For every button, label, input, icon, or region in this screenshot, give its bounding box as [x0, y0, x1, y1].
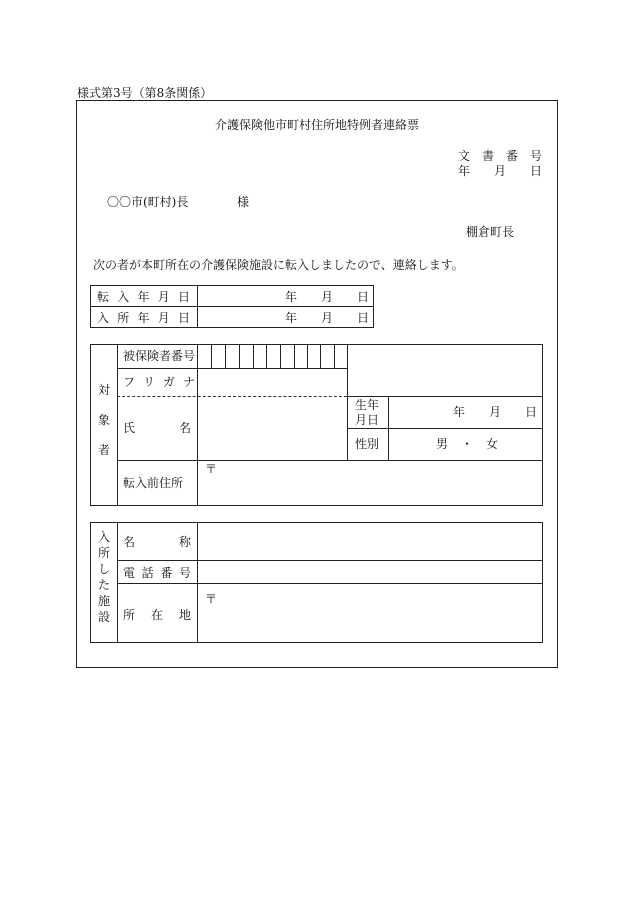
facility-section-label-char: 入	[97, 530, 110, 544]
facility-address-label-char: 所	[123, 608, 136, 622]
sex-label: 性別	[355, 437, 380, 451]
admission-day: 日	[357, 311, 370, 325]
subject-section-label-char: 象	[97, 413, 110, 427]
subject-section-label-char: 者	[97, 443, 110, 457]
birth-month: 月	[489, 405, 502, 419]
move-in-date-label-char: 日	[177, 290, 190, 304]
date-line: 年 月 日	[458, 164, 543, 178]
furigana-label-char: ガ	[162, 375, 175, 389]
furigana-label-char: フ	[123, 375, 136, 389]
facility-address-label	[123, 608, 191, 622]
birth-label-line1: 生年	[355, 398, 380, 412]
facility-section-label-char: た	[97, 578, 110, 592]
facility-phone-label-char: 番	[160, 566, 173, 580]
move-in-month: 月	[321, 290, 334, 304]
name-label	[123, 421, 191, 435]
move-in-year: 年	[285, 290, 298, 304]
facility-name-label-char: 名	[123, 535, 136, 549]
furigana-label	[123, 375, 195, 389]
document-number-label: 文 書 番 号	[458, 149, 543, 163]
sex-female[interactable]: 女	[486, 437, 499, 451]
birth-day: 日	[525, 405, 538, 419]
facility-postal-mark: 〒	[205, 592, 218, 606]
furigana-label-char: ナ	[182, 375, 195, 389]
admission-year: 年	[285, 311, 298, 325]
facility-address-label-char: 地	[178, 608, 191, 622]
honorific: 様	[237, 195, 250, 209]
move-in-date-label-char: 年	[137, 290, 150, 304]
admission-date-label	[97, 311, 190, 325]
facility-section-label-char: 所	[97, 546, 110, 560]
birth-year: 年	[453, 405, 466, 419]
sex-separator: ・	[461, 437, 474, 451]
birth-label-line2: 月日	[355, 413, 380, 427]
move-in-date-label-char: 転	[97, 290, 110, 304]
facility-phone-label	[123, 566, 191, 580]
facility-phone-label-char: 号	[178, 566, 191, 580]
form-number: 様式第3号（第8条関係）	[77, 86, 213, 100]
facility-section-label	[97, 530, 111, 624]
admission-date-label-char: 年	[137, 311, 150, 325]
facility-address-label-char: 在	[150, 608, 163, 622]
postal-mark: 〒	[205, 462, 218, 476]
furigana-label-char: リ	[142, 375, 155, 389]
facility-name-label-char: 称	[178, 535, 191, 549]
facility-section-label-char: 施	[97, 594, 110, 608]
admission-date-label-char: 日	[177, 311, 190, 325]
facility-section-label-char: 設	[97, 610, 110, 624]
admission-date-label-char: 月	[157, 311, 170, 325]
name-label-char: 氏	[123, 421, 136, 435]
move-in-date-label-char: 入	[117, 290, 130, 304]
insured-number-label: 被保険者番号	[123, 349, 196, 363]
move-in-date-label-char: 月	[157, 290, 170, 304]
facility-name-label	[123, 535, 191, 549]
admission-date-label-char: 入	[97, 311, 110, 325]
subject-section-label	[97, 383, 111, 457]
admission-date-label-char: 所	[117, 311, 130, 325]
prev-address-label: 転入前住所	[123, 476, 184, 490]
move-in-day: 日	[357, 290, 370, 304]
sender: 棚倉町長	[466, 225, 515, 239]
name-label-char: 名	[178, 421, 191, 435]
form-title: 介護保険他市町村住所地特例者連絡票	[214, 118, 419, 132]
intro-text: 次の者が本町所在の介護保険施設に転入しましたので、連絡します。	[93, 258, 464, 272]
admission-month: 月	[321, 311, 334, 325]
sex-male[interactable]: 男	[436, 437, 449, 451]
facility-section-label-char: し	[97, 562, 110, 576]
addressee: 〇〇市(町村)長	[107, 195, 189, 209]
subject-section-label-char: 対	[97, 383, 110, 397]
facility-phone-label-char: 電	[123, 566, 136, 580]
move-in-date-label	[97, 290, 190, 304]
facility-phone-label-char: 話	[141, 566, 154, 580]
